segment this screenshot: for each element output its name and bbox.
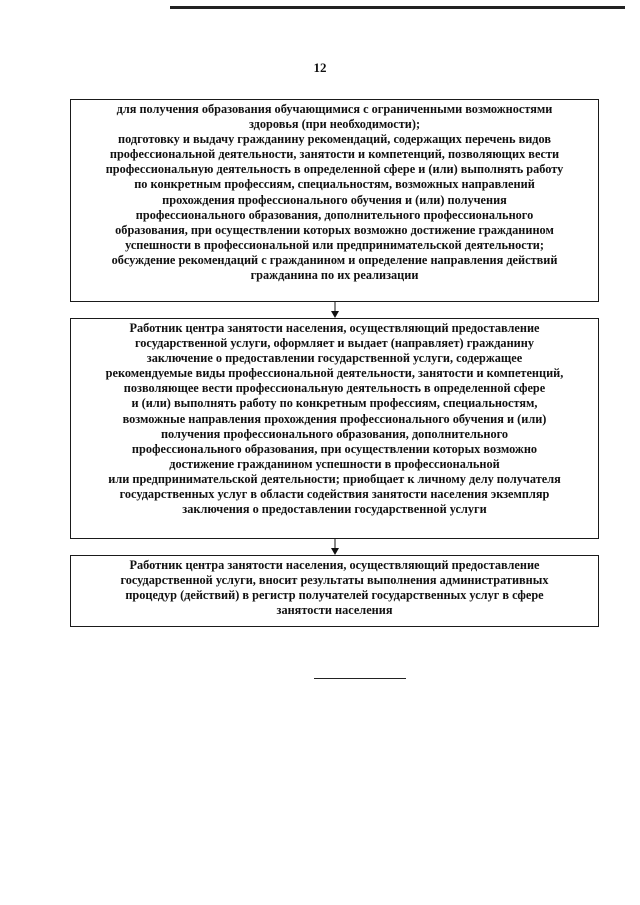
text-line: рекомендуемые виды профессиональной деятельности, занятости и компетенций, xyxy=(105,366,564,381)
flow-arrow-down-icon xyxy=(330,539,340,555)
text-line: успешности в профессиональной или предпринимательской деятельности; xyxy=(125,237,544,252)
text-line: Работник центра занятости населения, осуществляющий предоставление xyxy=(129,558,540,572)
text-line: профессионального образования, при осуществлении которых возможно xyxy=(131,441,538,456)
text-line: государственных услуг в области содействия занятости населения экземпляр xyxy=(119,487,550,502)
text-line: и (или) выполнять работу по конкретным профессиям, специальностям, xyxy=(131,396,538,411)
flow-arrow-down-icon xyxy=(330,302,340,318)
page-number: 12 xyxy=(313,60,327,75)
flowchart-step-conclusion xyxy=(70,318,599,539)
text-line: обсуждение рекомендаций с гражданином и определение направления действий xyxy=(111,252,558,267)
text-line: Работник центра занятости населения, осуществляющий предоставление xyxy=(129,321,540,335)
header-rule xyxy=(170,6,625,9)
text-line: профессиональной деятельности, занятости и компетенций, позволяющих вести xyxy=(109,147,560,162)
text-line: по конкретным профессиям, специальностям, возможных направлений xyxy=(134,177,535,192)
flowchart-step-recommendations xyxy=(70,99,599,302)
text-line: получения профессионального образования, дополнительного xyxy=(160,426,509,441)
text-line: государственной услуги, оформляет и выдает (направляет) гражданину xyxy=(135,336,534,351)
text-line: здоровья (при необходимости); xyxy=(248,117,421,132)
text-line: или предпринимательской деятельности; приобщает к личному делу получателя xyxy=(108,471,561,486)
text-line: достижение гражданином успешности в профессиональной xyxy=(169,456,500,471)
text-line: для получения образования обучающимися с ограниченными возможностями xyxy=(116,102,553,116)
end-of-section-rule xyxy=(314,678,406,679)
text-line: подготовку и выдачу гражданину рекомендаций, содержащих перечень видов xyxy=(118,132,551,147)
text-line: образования, при осуществлении которых возможно достижение гражданином xyxy=(115,222,554,237)
text-line: заключение о предоставлении государственной услуги, содержащее xyxy=(146,351,523,366)
text-line: позволяющее вести профессиональную деятельность в определенной сфере xyxy=(123,381,546,396)
text-line: заключения о предоставлении государственной услуги xyxy=(182,502,487,517)
text-line: профессионального образования, дополнительного профессионального xyxy=(135,207,534,222)
text-line: занятости населения xyxy=(276,603,393,618)
text-line: профессиональную деятельность в определенной сфере и (или) выполнять работу xyxy=(105,162,564,177)
text-line: государственной услуги, вносит результаты выполнения административных xyxy=(120,573,549,588)
text-line: прохождения профессионального обучения и (или) получения xyxy=(162,192,507,207)
text-line: гражданина по их реализации xyxy=(250,268,419,283)
text-line: процедур (действий) в регистр получателей государственных услуг в сфере xyxy=(125,588,544,603)
flowchart-step-registry xyxy=(70,555,599,627)
text-line: возможные направления прохождения профессионального обучения и (или) xyxy=(122,411,547,426)
